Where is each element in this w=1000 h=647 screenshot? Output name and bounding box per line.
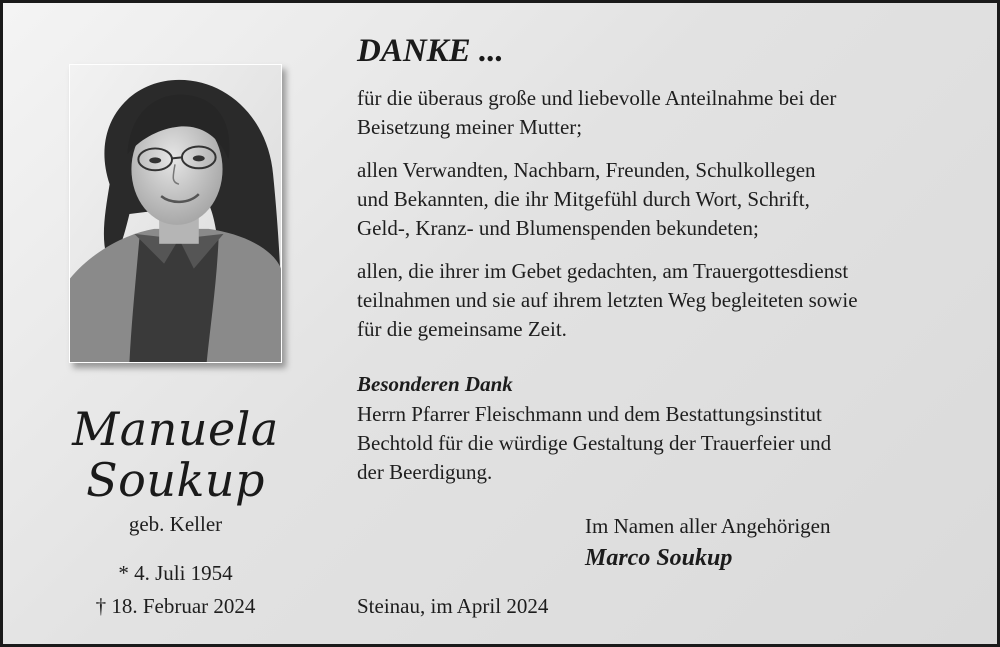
thanks-paragraph-2: allen Verwandten, Nachbarn, Freunden, Schulkollegen und Bekannten, die ihr Mitgefühl durch Wort, Schrift, Geld-, Kranz- und Blumenspenden bekundeten; [357,158,816,240]
special-thanks-text: Herrn Pfarrer Fleischmann und dem Bestattungsinstitut Bechtold für die würdige Gestaltung der Trauerfeier und der Beerdigung. [357,402,832,484]
maiden-name: geb. Keller [128,512,223,536]
deceased-first-name: Manuela [72,402,279,456]
deceased-last-name: Soukup [86,453,265,507]
birth-date: * 4. Juli 1954 [118,561,233,585]
thanks-paragraph-3: allen, die ihrer im Gebet gedachten, am Trauergottesdienst teilnahmen und sie auf ihrem letzten Weg begleiteten sowie für die gemeinsame Zeit. [357,259,858,341]
signer-name: Marco Soukup [585,545,733,571]
thanks-heading: DANKE ... [357,33,504,69]
on-behalf-line: Im Namen aller Angehörigen [585,514,831,538]
portrait-image [70,65,281,362]
death-date: † 18. Februar 2024 [95,594,256,618]
special-thanks-title: Besonderen Dank [357,372,513,396]
thanks-paragraph-1: für die überaus große und liebevolle Anteilnahme bei der Beisetzung meiner Mutter; [357,86,837,139]
place-and-date: Steinau, im April 2024 [357,594,549,618]
portrait-photo [69,64,282,363]
